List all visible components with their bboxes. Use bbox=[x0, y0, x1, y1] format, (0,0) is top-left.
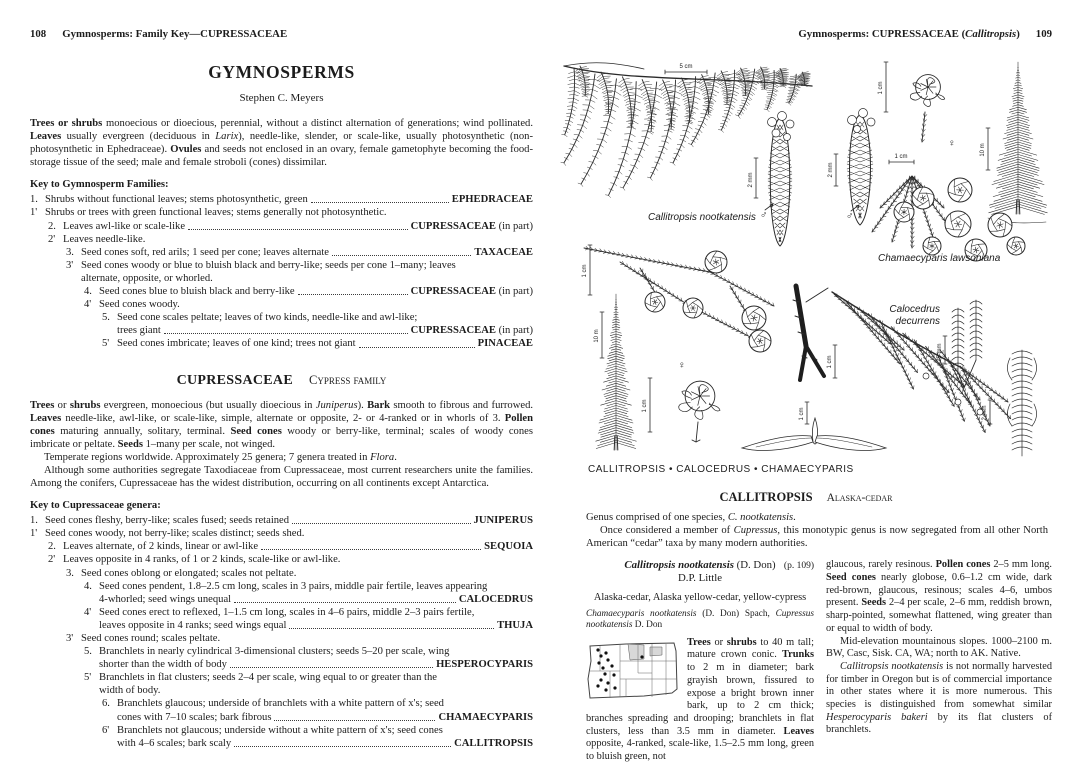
key-text: leaves opposite in 4 ranks; seed wings equal bbox=[99, 619, 287, 631]
species-name: Callitropsis nootkatensis bbox=[624, 559, 734, 572]
family-name: CUPRESSACEAE bbox=[176, 372, 293, 388]
right-header-title: Gymnosperms: CUPRESSACEAE (Callitropsis) bbox=[798, 28, 1020, 40]
left-page bbox=[30, 28, 533, 750]
left-running-header bbox=[30, 28, 533, 40]
key-text: Seed cones blue to bluish black and berry-like bbox=[99, 286, 295, 298]
key-text: trees giant bbox=[117, 325, 161, 337]
male-symbol: ♂ bbox=[846, 211, 854, 222]
key-text: Seed cones erect to reflexed, 1–1.5 cm long, scales in 4–6 pairs, middle 2–3 pairs fertile, bbox=[99, 606, 475, 618]
key-couplet-number: 1' bbox=[30, 207, 38, 219]
botanical-plate bbox=[560, 50, 1052, 460]
dot-leader bbox=[289, 628, 494, 629]
scalebar-1cm-label: 1 cm bbox=[799, 407, 805, 421]
key-item bbox=[30, 645, 533, 671]
dot-leader bbox=[234, 602, 456, 603]
scalebar-1cm-label: 1 cm bbox=[827, 355, 833, 369]
key-text: 4-whorled; seed wings unequal bbox=[99, 593, 232, 605]
key-taxon-name: CUPRESSACEAE bbox=[410, 325, 496, 337]
family-common-name: Cypress family bbox=[308, 372, 387, 387]
key-item bbox=[30, 553, 533, 566]
species-authority: (D. Don) bbox=[733, 559, 776, 572]
key-taxon-name: CHAMAECYPARIS bbox=[438, 711, 533, 723]
key-taxon-name: JUNIPERUS bbox=[473, 515, 533, 527]
right-page bbox=[560, 28, 1052, 764]
scalebar-1cm-label: 1 cm bbox=[582, 264, 588, 278]
key-taxon-qualifier: (in part) bbox=[495, 286, 533, 298]
key-text: Leaves needle-like. bbox=[63, 233, 146, 245]
gymnosperms-description: Trees or shrubs monoecious or dioecious, perennial, without a distinct alternation of generations; wind pollinated. Leaves usually evergreen (deciduous in Larix), needle-like, slender, or scale-like, usually photosynthetic (non-photosynthetic in Ephedraceae). Ovules and seeds not enclosed in an ovary, female gametophyte becoming the food-storage tissue of the seed; male and female stroboli (cones) dissimilar. bbox=[30, 118, 534, 169]
genus-common-name: Alaska-cedar bbox=[826, 492, 893, 504]
key-couplet-number: 2' bbox=[48, 554, 56, 566]
right-running-header bbox=[560, 28, 1052, 40]
key-couplet-number: 2' bbox=[48, 233, 56, 245]
key-text: Seed cone scales peltate; leaves of two kinds, needle-like and awl-like; bbox=[117, 312, 418, 324]
gym-key-heading: Key to Gymnosperm Families: bbox=[30, 179, 169, 191]
key-couplet-number: 5' bbox=[84, 672, 92, 684]
key-item bbox=[30, 724, 533, 750]
species-entry bbox=[586, 559, 1052, 763]
key-text: Branchlets glaucous; underside of branchlets with a white pattern of x's; seed bbox=[117, 698, 444, 710]
right-page-number: 109 bbox=[1035, 28, 1052, 40]
dot-leader bbox=[230, 667, 433, 668]
key-text: Seed cones pendent, 1.8–2.5 cm long, scales in 3 pairs, middle pair fertile, leaves appearing bbox=[99, 580, 488, 592]
key-taxon-name: THUJA bbox=[497, 619, 533, 631]
scalebar-10m-label: 10 m bbox=[594, 329, 600, 343]
key-couplet-number: 5. bbox=[84, 646, 92, 658]
key-couplet-number: 3' bbox=[66, 259, 74, 271]
key-item bbox=[30, 285, 533, 298]
species-discussion: Callitropsis nootkatensis is not normally harvested for timber in Oregon but is of commercial importance in other states where it is more numerous. This species is distinguished from somewhat similar Hesperocyparis bakeri by its flat clusters of branchlets. bbox=[826, 660, 1053, 736]
key-couplet-number: 5. bbox=[102, 312, 110, 324]
oregon-distribution-map bbox=[586, 639, 680, 703]
key-couplet-number: 4. bbox=[84, 580, 92, 592]
key-item bbox=[30, 671, 533, 697]
left-header-title: Gymnosperms: Family Key—CUPRESSACEAE bbox=[62, 28, 288, 40]
scalebar-1cm-label: 1 cm bbox=[894, 154, 908, 160]
key-couplet-number: 2. bbox=[48, 541, 56, 553]
female-symbol: ♀ bbox=[948, 138, 956, 149]
key-text: Seed cones soft, red arils; 1 seed per cone; leaves alternate bbox=[81, 246, 329, 258]
key-item bbox=[30, 246, 533, 259]
species-body-right-1: glaucous, rarely resinous. Pollen cones 2–5 mm long. Seed cones nearly globose, 0.6–1.2 cm wide, dark red-brown, glaucous, resinous; scales 4–6, umbos present. Seeds 2–4 per scale, 2–6 mm, reddish brown, sharp-pointed, somewhat flattened, wing greater than or equal to width of body. bbox=[826, 559, 1053, 634]
key-text: Branchlets in flat clusters; seeds 2–4 per scale, wing equal to or greater than the bbox=[99, 672, 438, 684]
dot-leader bbox=[188, 229, 408, 230]
key-item bbox=[30, 220, 533, 233]
key-item bbox=[30, 311, 533, 337]
key-item bbox=[30, 206, 533, 219]
key-couplet-number: 2. bbox=[48, 220, 56, 232]
species-label-calocedrus-2: decurrens bbox=[895, 316, 940, 327]
key-item bbox=[30, 540, 533, 553]
scalebar-2mm-label: 2 mm bbox=[982, 405, 988, 421]
key-item bbox=[30, 632, 533, 645]
key-item bbox=[30, 233, 533, 246]
key-text: Seed cones fleshy, berry-like; scales fused; seeds retained bbox=[45, 515, 290, 527]
key-item bbox=[30, 193, 533, 206]
cup-key-heading: Key to Cupressaceae genera: bbox=[30, 500, 161, 512]
key-couplet-number: 1. bbox=[30, 194, 38, 206]
key-text: with 4–6 scales; bark scaly bbox=[117, 737, 232, 749]
scalebar-5mm-label: 5 mm bbox=[937, 343, 943, 359]
dot-leader bbox=[164, 333, 408, 334]
scalebar-5cm-label: 5 cm bbox=[679, 64, 693, 70]
cupressaceae-heading bbox=[30, 371, 533, 389]
key-text: Seed cones woody, not berry-like; scales distinct; seeds shed. bbox=[45, 528, 305, 540]
key-taxon-name: HESPEROCYPARIS bbox=[436, 659, 533, 671]
key-item bbox=[30, 514, 533, 527]
key-text: Seed cones imbricate; leaves of one kind; trees not giant bbox=[117, 338, 356, 350]
key-text: Branchlets in nearly cylindrical 3-dimensional clusters; seeds 5–20 per scale, wing bbox=[99, 646, 450, 658]
key-couplet-number: 4' bbox=[84, 299, 92, 311]
key-couplet-number: 6' bbox=[102, 724, 110, 736]
dot-leader bbox=[359, 347, 475, 348]
key-text: Seed cones woody or blue to bluish black and berry-like; seeds per cone 1–many; leaves bbox=[81, 259, 456, 271]
key-couplet-number: 1' bbox=[30, 528, 38, 540]
key-couplet-number: 3' bbox=[66, 633, 74, 644]
species-habitat: Mid-elevation mountainous slopes. 1000–2100 m. BW, Casc, Sisk. CA, WA; north to AK. Native. bbox=[826, 635, 1052, 660]
key-taxon-name: CUPRESSACEAE bbox=[410, 286, 496, 298]
species-synonyms: Chamaecyparis nootkatensis (D. Don) Spach, Cupressus nootkatensis D. Don bbox=[586, 609, 814, 631]
left-page-number: 108 bbox=[30, 28, 47, 40]
genus-name: CALLITROPSIS bbox=[719, 490, 813, 504]
species-description-left bbox=[586, 637, 814, 764]
key-text: alternate, opposite, or whorled. bbox=[81, 272, 213, 284]
scalebar-2mm-label: 2 mm bbox=[828, 162, 834, 178]
key-item bbox=[30, 606, 533, 632]
species-label-calocedrus-1: Calocedrus bbox=[889, 304, 940, 315]
species-right-column bbox=[826, 559, 1052, 763]
key-item bbox=[30, 259, 533, 285]
key-text: Leaves alternate, of 2 kinds, linear or awl-like bbox=[63, 541, 259, 553]
key-text: Shrubs or trees with green functional leaves; stems generally not photosynthetic. bbox=[45, 207, 387, 219]
genus-paragraph-2: Once considered a member of Cupressus, this monotypic genus is now segregated from all other North American “cedar” taxa by many modern authorities. bbox=[586, 525, 1049, 550]
key-text: shorter than the width of body bbox=[99, 659, 227, 671]
key-couplet-number: 5' bbox=[102, 338, 110, 350]
key-taxon-name: CALOCEDRUS bbox=[458, 593, 533, 605]
gymnosperms-author: Stephen C. Meyers bbox=[239, 92, 324, 104]
key-text: Leaves awl-like or scale-like bbox=[63, 220, 186, 232]
species-header bbox=[586, 559, 814, 585]
cupressaceae-note: Although some authorities segregate Taxodiaceae from Cupressaceae, most current researchers unite the families. Among the conifers, Cupressaceae has the widest distribution, occurring on all continents except Antarctica. bbox=[30, 464, 533, 490]
species-label-callitropsis: Callitropsis nootkatensis bbox=[648, 212, 756, 223]
scalebar-2mm-label: 2 mm bbox=[748, 172, 754, 188]
dot-leader bbox=[274, 720, 435, 721]
scalebar-10m-label: 10 m bbox=[980, 143, 986, 157]
species-page-ref: (p. 109) bbox=[783, 561, 814, 572]
dot-leader bbox=[234, 746, 451, 747]
dot-leader bbox=[332, 255, 471, 256]
key-item bbox=[30, 527, 533, 540]
key-text: cones with 7–10 scales; bark fibrous bbox=[117, 711, 272, 723]
genus-paragraph-1: Genus comprised of one species, C. nootkatensis. bbox=[586, 512, 796, 523]
male-symbol: ♂ bbox=[760, 210, 768, 221]
key-item bbox=[30, 298, 533, 311]
key-taxon-name: CUPRESSACEAE bbox=[410, 220, 496, 232]
plate-caption: CALLITROPSIS • CALOCEDRUS • CHAMAECYPARIS bbox=[588, 464, 854, 475]
key-couplet-number: 1. bbox=[30, 515, 38, 527]
female-symbol: ♀ bbox=[678, 360, 686, 371]
species-author2: D.P. Little bbox=[677, 572, 723, 585]
dot-leader bbox=[261, 549, 481, 550]
key-text: Shrubs without functional leaves; stems photosynthetic, green bbox=[45, 194, 308, 206]
cupressaceae-genera-key bbox=[30, 514, 533, 750]
dot-leader bbox=[298, 294, 408, 295]
key-text: Seed cones oblong or elongated; scales not peltate. bbox=[81, 567, 297, 579]
key-taxon-name: CALLITROPSIS bbox=[454, 737, 533, 749]
key-taxon-name: EPHEDRACEAE bbox=[451, 194, 533, 206]
key-text: Branchlets not glaucous; underside without a white pattern of x's; seed cones bbox=[117, 724, 443, 736]
dot-leader bbox=[292, 523, 470, 524]
key-taxon-name: PINACEAE bbox=[477, 338, 533, 350]
key-text: width of body. bbox=[99, 685, 161, 697]
key-text: Seed cones round; scales peltate. bbox=[81, 633, 221, 644]
key-text: Seed cones woody. bbox=[99, 299, 180, 311]
key-item bbox=[30, 567, 533, 580]
key-taxon-qualifier: (in part) bbox=[495, 220, 533, 232]
key-couplet-number: 4' bbox=[84, 606, 92, 618]
scalebar-1cm-label: 1 cm bbox=[642, 399, 648, 413]
callitropsis-heading bbox=[560, 488, 1052, 506]
species-common-names: Alaska-cedar, Alaska yellow-cedar, yellow-cypress bbox=[593, 592, 807, 604]
key-couplet-number: 3. bbox=[66, 567, 74, 579]
key-couplet-number: 6. bbox=[102, 698, 110, 710]
cupressaceae-distribution: Temperate regions worldwide. Approximately 25 genera; 7 genera treated in Flora. bbox=[44, 451, 397, 463]
species-body-left: Trees or shrubs to 40 m tall; mature crown conic. Trunks to 2 m in diameter; bark grayish brown, fissured to expose a bright brown inner bark, up to 2 cm thick; branches spreading and drooping; branchlets in flat clusters, less than 3.5 mm in diameter. Leaves opposite, 4-ranked, scale-like, 1.5–2.5 mm long, green to bluish green, not bbox=[586, 636, 814, 763]
key-taxon-name: SEQUOIA bbox=[484, 541, 533, 553]
dot-leader bbox=[311, 202, 449, 203]
key-item bbox=[30, 580, 533, 606]
key-item bbox=[30, 337, 533, 350]
species-left-column bbox=[586, 559, 814, 763]
gym-family-key bbox=[30, 193, 533, 350]
key-text: Leaves opposite in 4 ranks, of 1 or 2 kinds, scale-like or awl-like. bbox=[63, 554, 341, 566]
species-label-chamaecyparis: Chamaecyparis lawsoniana bbox=[878, 253, 1001, 264]
key-couplet-number: 4. bbox=[84, 286, 92, 298]
key-item bbox=[30, 697, 533, 723]
key-taxon-qualifier: (in part) bbox=[495, 325, 533, 337]
gymnosperms-title: GYMNOSPERMS bbox=[208, 62, 355, 82]
key-couplet-number: 3. bbox=[66, 246, 74, 258]
scalebar-1cm-label: 1 cm bbox=[878, 81, 884, 95]
key-taxon-name: TAXACEAE bbox=[474, 246, 533, 258]
cupressaceae-description: Trees or shrubs evergreen, monoecious (but usually dioecious in Juniperus). Bark smooth to fibrous and furrowed. Leaves needle-like, awl-like, or scale-like, simple, alternate or opposite, 2- or 4-ranked or in whorls of 3. Pollen cones maturing annually, solitary, terminal. Seed cones woody or berry-like, terminal; scales of woody cones imbricate or peltate. Seeds 1–many per scale, not winged. bbox=[30, 399, 534, 450]
